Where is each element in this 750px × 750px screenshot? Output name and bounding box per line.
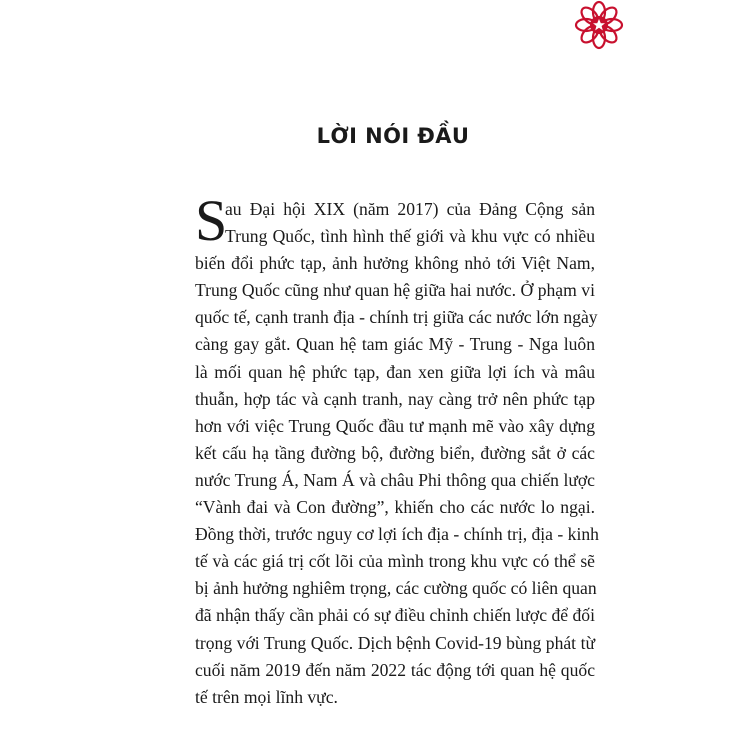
preface-paragraph xyxy=(195,188,599,711)
drop-cap-letter: S xyxy=(195,188,228,253)
text-line-14: tế và các giá trị cốt lõi của mình trong khu vực có thể sẽ xyxy=(195,551,595,572)
text-line-11: nước Trung Á, Nam Á và châu Phi thông qua chiến lược xyxy=(195,469,595,490)
publisher-logo-icon xyxy=(572,0,626,50)
text-line-9: hơn với việc Trung Quốc đầu tư mạnh mẽ vào xây dựng xyxy=(195,415,595,436)
text-line-7: là mối quan hệ phức tạp, đan xen giữa lợi ích và mâu xyxy=(195,361,595,382)
text-line-6: càng gay gắt. Quan hệ tam giác Mỹ - Trung - Nga luôn xyxy=(195,334,595,355)
text-line-12: “Vành đai và Con đường”, khiến cho các nước lo ngại. xyxy=(195,497,595,518)
text-line-18: cuối năm 2019 đến năm 2022 tác động tới quan hệ quốc xyxy=(195,659,595,680)
text-line-15: bị ảnh hưởng nghiêm trọng, các cường quốc có liên quan xyxy=(195,578,597,599)
page-title: LỜI NÓI ĐẦU xyxy=(316,124,470,148)
text-line-10: kết cấu hạ tầng đường bộ, đường biển, đường sắt ở các xyxy=(195,442,595,463)
text-line-13: Đồng thời, trước nguy cơ lợi ích địa - chính trị, địa - kinh xyxy=(195,524,599,545)
text-line-1: au Đại hội XIX (năm 2017) của Đảng Cộng sản xyxy=(225,199,595,219)
text-line-5: quốc tế, cạnh tranh địa - chính trị giữa các nước lớn ngày xyxy=(195,307,598,328)
text-line-8: thuẫn, hợp tác và cạnh tranh, nay càng trở nên phức tạp xyxy=(195,388,595,409)
text-line-17: trọng với Trung Quốc. Dịch bệnh Covid-19 bùng phát từ xyxy=(195,632,595,653)
text-line-16: đã nhận thấy cần phải có sự điều chỉnh chiến lược để đối xyxy=(195,605,595,626)
text-line-4: Trung Quốc cũng như quan hệ giữa hai nước. Ở phạm vi xyxy=(195,280,595,301)
text-line-3: biến đổi phức tạp, ảnh hưởng không nhỏ tới Việt Nam, xyxy=(195,253,595,274)
text-line-19: tế trên mọi lĩnh vực. xyxy=(195,686,338,707)
text-line-2: Trung Quốc, tình hình thế giới và khu vực có nhiều xyxy=(225,226,595,247)
